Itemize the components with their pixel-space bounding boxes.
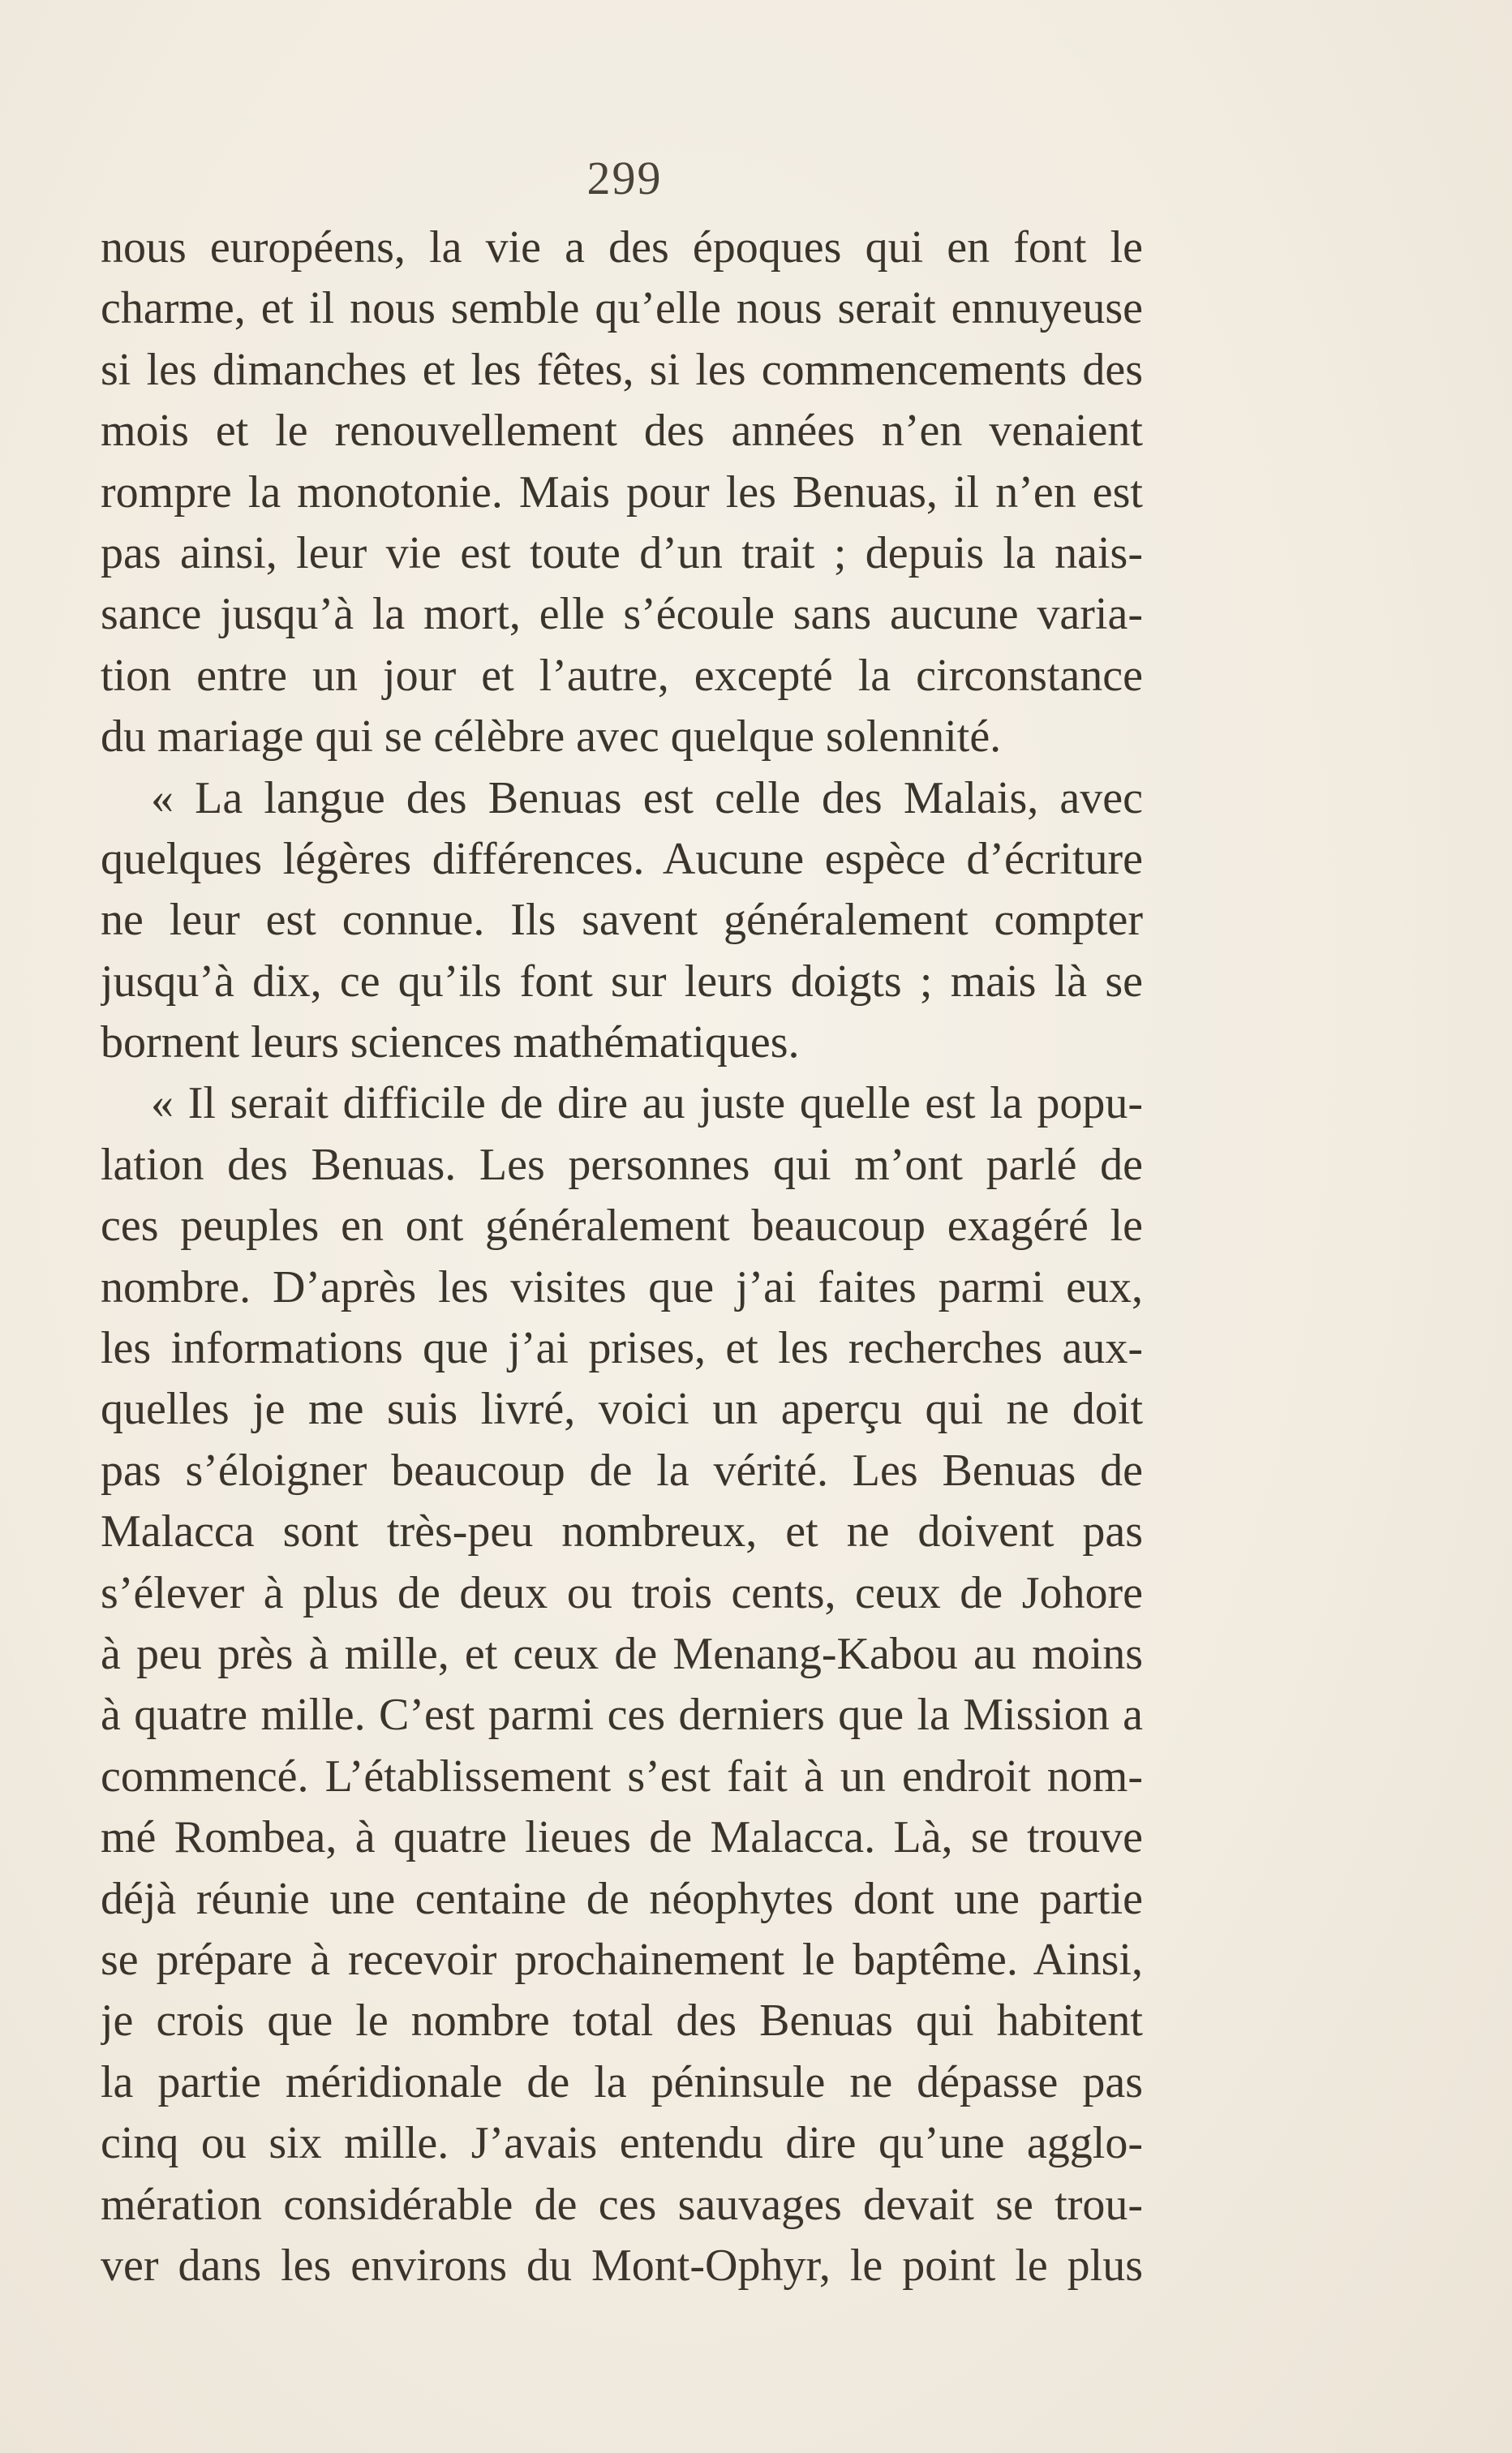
text-line: nous européens, la vie a des époques qui en font le	[101, 222, 1143, 273]
text-line: commencé. L’établissement s’est fait à un endroit nom-	[101, 1751, 1143, 1802]
text-line: sance jusqu’à la mort, elle s’écoule sans aucune varia-	[101, 589, 1143, 640]
text-line: pas s’éloigner beaucoup de la vérité. Les Benuas de	[101, 1445, 1143, 1496]
text-line: si les dimanches et les fêtes, si les commencements des	[101, 344, 1143, 395]
text-line: cinq ou six mille. J’avais entendu dire qu’une agglo-	[101, 2118, 1143, 2169]
text-line: à quatre mille. C’est parmi ces derniers que la Mission a	[101, 1690, 1143, 1741]
body-text	[101, 217, 1143, 2296]
text-line: mois et le renouvellement des années n’en venaient	[101, 406, 1143, 457]
text-line: je crois que le nombre total des Benuas qui habitent	[101, 1995, 1143, 2047]
text-line: tion entre un jour et l’autre, excepté la circonstance	[101, 650, 1143, 701]
text-line: déjà réunie une centaine de néophytes dont une partie	[101, 1873, 1143, 1924]
text-line: s’élever à plus de deux ou trois cents, ceux de Johore	[101, 1567, 1143, 1618]
text-line: ne leur est connue. Ils savent généralement compter	[101, 895, 1143, 946]
text-line: du mariage qui se célèbre avec quelque solennité.	[101, 711, 1002, 763]
text-line: la partie méridionale de la péninsule ne dépasse pas	[101, 2056, 1143, 2107]
page-number: 299	[586, 152, 663, 204]
text-line: « La langue des Benuas est celle des Malais, avec	[151, 772, 1143, 823]
text-line: mération considérable de ces sauvages devait se trou-	[101, 2179, 1143, 2230]
text-line: nombre. D’après les visites que j’ai faites parmi eux,	[101, 1261, 1143, 1312]
text-line: « Il serait difficile de dire au juste quelle est la popu-	[151, 1078, 1143, 1129]
text-line: quelques légères différences. Aucune espèce d’écriture	[101, 833, 1143, 884]
text-line: ces peuples en ont généralement beaucoup exagéré le	[101, 1201, 1143, 1252]
text-line: bornent leurs sciences mathématiques.	[101, 1017, 800, 1068]
text-line: à peu près à mille, et ceux de Menang-Kabou au moins	[101, 1628, 1143, 1679]
text-line: charme, et il nous semble qu’elle nous serait ennuyeuse	[101, 283, 1143, 334]
text-line: se prépare à recevoir prochainement le baptême. Ainsi,	[101, 1934, 1143, 1985]
text-line: ver dans les environs du Mont-Ophyr, le point le plus	[101, 2240, 1143, 2291]
text-line: les informations que j’ai prises, et les recherches aux-	[101, 1323, 1143, 1374]
text-line: jusqu’à dix, ce qu’ils font sur leurs doigts ; mais là se	[101, 956, 1143, 1007]
text-line: Malacca sont très-peu nombreux, et ne doivent pas	[101, 1506, 1143, 1557]
text-line: mé Rombea, à quatre lieues de Malacca. Là, se trouve	[101, 1812, 1143, 1863]
text-line: rompre la monotonie. Mais pour les Benuas, il n’en est	[101, 466, 1143, 518]
text-line: quelles je me suis livré, voici un aperçu qui ne doit	[101, 1384, 1143, 1435]
text-line: lation des Benuas. Les personnes qui m’ont parlé de	[101, 1139, 1143, 1190]
text-line: pas ainsi, leur vie est toute d’un trait ; depuis la nais-	[101, 527, 1143, 578]
